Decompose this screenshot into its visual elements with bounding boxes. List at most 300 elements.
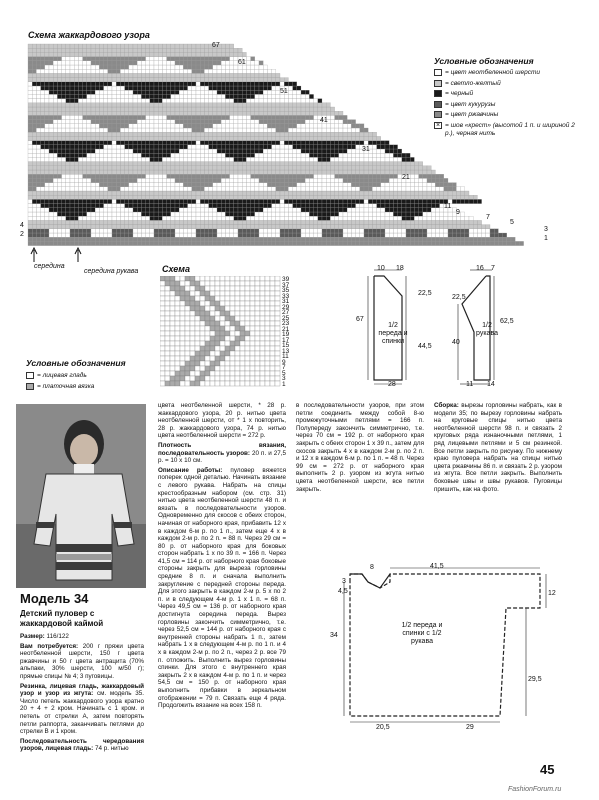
schema-cell [180, 316, 185, 321]
jacquard-cell [108, 111, 112, 115]
jacquard-cell [402, 204, 406, 208]
jacquard-cell [53, 73, 57, 77]
jacquard-cell [213, 120, 217, 124]
jacquard-cell [259, 191, 263, 195]
jacquard-cell [137, 115, 141, 119]
jacquard-cell [368, 237, 372, 241]
jacquard-cell [120, 86, 124, 90]
jacquard-cell [129, 166, 133, 170]
jacquard-cell [272, 103, 276, 107]
jacquard-cell [246, 86, 250, 90]
jacquard-cell [356, 157, 360, 161]
jacquard-cell [62, 94, 66, 98]
jacquard-cell [45, 65, 49, 69]
jacquard-cell [41, 90, 45, 94]
jacquard-cell [356, 208, 360, 212]
jacquard-cell [167, 178, 171, 182]
jacquard-cell [104, 195, 108, 199]
jacquard-cell [188, 229, 192, 233]
jacquard-cell [393, 241, 397, 245]
jacquard-cell [255, 208, 259, 212]
jacquard-cell [62, 166, 66, 170]
jacquard-cell [221, 82, 225, 86]
jacquard-cell [389, 237, 393, 241]
jacquard-cell [339, 212, 343, 216]
jacquard-cell [322, 145, 326, 149]
jacquard-cell [112, 124, 116, 128]
jacquard-cell [137, 57, 141, 61]
jacquard-cell [162, 115, 166, 119]
jacquard-cell [162, 233, 166, 237]
jacquard-cell [435, 199, 439, 203]
jacquard-cell [45, 94, 49, 98]
jacquard-cell [91, 103, 95, 107]
jacquard-cell [66, 162, 70, 166]
jacquard-cell [129, 82, 133, 86]
jacquard-cell [154, 241, 158, 245]
jacquard-cell [41, 107, 45, 111]
jacquard-cell [364, 174, 368, 178]
schema-row-number: 17 [282, 336, 290, 344]
jacquard-cell [204, 157, 208, 161]
jacquard-cell [263, 132, 267, 136]
jacquard-cell [288, 191, 292, 195]
jacquard-cell [45, 132, 49, 136]
jacquard-cell [192, 73, 196, 77]
jacquard-cell [171, 44, 175, 48]
jacquard-cell [238, 82, 242, 86]
jacquard-cell [280, 78, 284, 82]
jacquard-cell [398, 157, 402, 161]
jacquard-cell [150, 65, 154, 69]
jacquard-cell [32, 237, 36, 241]
jacquard-cell [217, 220, 221, 224]
jacquard-cell [45, 174, 49, 178]
jacquard-cell [53, 183, 57, 187]
legend-item-stockinette: = лицевая гладь [26, 372, 156, 380]
jacquard-cell [36, 132, 40, 136]
jacquard-cell [251, 69, 255, 73]
jacquard-cell [108, 107, 112, 111]
jacquard-cell [255, 111, 259, 115]
jacquard-cell [87, 94, 91, 98]
jacquard-cell [368, 225, 372, 229]
jacquard-cell [95, 237, 99, 241]
jacquard-cell [318, 187, 322, 191]
jacquard-cell [293, 132, 297, 136]
jacquard-cell [276, 136, 280, 140]
jacquard-cell [99, 107, 103, 111]
schema-cell [255, 366, 260, 371]
schema-cell [275, 341, 280, 346]
jacquard-cell [70, 52, 74, 56]
jacquard-cell [120, 128, 124, 132]
jacquard-cell [381, 187, 385, 191]
jacquard-cell [385, 187, 389, 191]
jacquard-cell [330, 157, 334, 161]
jacquard-cell [125, 229, 129, 233]
jacquard-cell [204, 195, 208, 199]
jacquard-cell [183, 94, 187, 98]
jacquard-cell [74, 90, 78, 94]
jacquard-cell [41, 170, 45, 174]
jacquard-cell [41, 120, 45, 124]
jacquard-cell [167, 69, 171, 73]
jacquard-cell [314, 183, 318, 187]
front-dim-top-left: 10 [377, 265, 385, 272]
jacquard-cell [225, 132, 229, 136]
jacquard-cell [91, 220, 95, 224]
jacquard-cell [95, 111, 99, 115]
jacquard-cell [230, 170, 234, 174]
jacquard-cell [503, 233, 507, 237]
jacquard-cell [255, 229, 259, 233]
jacquard-cell [133, 69, 137, 73]
jacquard-cell [49, 145, 53, 149]
jacquard-cell [141, 94, 145, 98]
jacquard-cell [95, 170, 99, 174]
jacquard-cell [188, 199, 192, 203]
jacquard-cell [414, 212, 418, 216]
jacquard-cell [150, 82, 154, 86]
jacquard-cell [171, 212, 175, 216]
jacquard-cell [372, 208, 376, 212]
jacquard-cell [125, 208, 129, 212]
schema-cell [265, 281, 270, 286]
jacquard-cell [272, 204, 276, 208]
jacquard-cell [456, 241, 460, 245]
jacquard-cell [188, 191, 192, 195]
jacquard-cell [162, 174, 166, 178]
jacquard-cell [410, 241, 414, 245]
jacquard-cell [406, 229, 410, 233]
jacquard-cell [91, 191, 95, 195]
jacquard-cell [272, 195, 276, 199]
jacquard-cell [322, 103, 326, 107]
jacquard-cell [133, 44, 137, 48]
schema-cell [215, 306, 220, 311]
jacquard-cell [146, 48, 150, 52]
jacquard-cell [301, 132, 305, 136]
jacquard-cell [137, 103, 141, 107]
jacquard-cell [469, 216, 473, 220]
jacquard-cell [209, 94, 213, 98]
jacquard-cell [314, 153, 318, 157]
schema-cell [230, 326, 235, 331]
jacquard-cell [141, 57, 145, 61]
jacquard-cell [95, 233, 99, 237]
schema-cell [260, 291, 265, 296]
jacquard-cell [200, 170, 204, 174]
jacquard-cell [188, 61, 192, 65]
jacquard-cell [49, 115, 53, 119]
schema-cell [160, 366, 165, 371]
jacquard-cell [66, 48, 70, 52]
sleeve-dim-top-left: 16 [476, 265, 484, 272]
jacquard-cell [272, 115, 276, 119]
jacquard-cell [200, 237, 204, 241]
jacquard-cell [146, 69, 150, 73]
jacquard-cell [372, 237, 376, 241]
jacquard-cell [83, 69, 87, 73]
jacquard-cell [66, 124, 70, 128]
jacquard-cell [53, 48, 57, 52]
jacquard-cell [309, 128, 313, 132]
jacquard-cell [423, 178, 427, 182]
jacquard-cell [423, 174, 427, 178]
jacquard-cell [112, 208, 116, 212]
jacquard-cell [503, 241, 507, 245]
jacquard-cell [381, 174, 385, 178]
jacquard-cell [78, 73, 82, 77]
jacquard-cell [57, 162, 61, 166]
schema-cell [210, 291, 215, 296]
schema-cell [240, 281, 245, 286]
jacquard-cell [87, 153, 91, 157]
jacquard-cell [116, 107, 120, 111]
jacquard-cell [36, 141, 40, 145]
jacquard-cell [196, 99, 200, 103]
jacquard-cell [297, 90, 301, 94]
jacquard-cell [171, 229, 175, 233]
jacquard-cell [53, 229, 57, 233]
jacquard-cell [87, 183, 91, 187]
schema-cell [185, 366, 190, 371]
jacquard-cell [36, 233, 40, 237]
jacquard-cell [158, 187, 162, 191]
jacquard-cell [87, 195, 91, 199]
schema-cell [190, 381, 195, 386]
jacquard-cell [32, 73, 36, 77]
jacquard-cell [28, 178, 32, 182]
jacquard-cell [255, 199, 259, 203]
schema-cell [255, 381, 260, 386]
jacquard-cell [183, 183, 187, 187]
jacquard-cell [377, 187, 381, 191]
schema-cell [190, 276, 195, 281]
jacquard-cell [377, 145, 381, 149]
jacquard-cell [322, 170, 326, 174]
jacquard-cell [494, 233, 498, 237]
jacquard-cell [146, 52, 150, 56]
jacquard-cell [230, 103, 234, 107]
schema-cell [170, 286, 175, 291]
jacquard-cell [49, 216, 53, 220]
jacquard-cell [162, 220, 166, 224]
jacquard-cell [99, 187, 103, 191]
jacquard-cell [196, 103, 200, 107]
jacquard-cell [280, 94, 284, 98]
jacquard-cell [32, 229, 36, 233]
jacquard-cell [158, 136, 162, 140]
jacquard-cell [150, 90, 154, 94]
jacquard-cell [62, 103, 66, 107]
jacquard-cell [99, 199, 103, 203]
jacquard-cell [120, 99, 124, 103]
jacquard-cell [133, 208, 137, 212]
jacquard-cell [150, 145, 154, 149]
jacquard-cell [377, 212, 381, 216]
jacquard-cell [452, 216, 456, 220]
jacquard-cell [259, 149, 263, 153]
jacquard-cell [41, 229, 45, 233]
jacquard-cell [364, 220, 368, 224]
jacquard-cell [116, 229, 120, 233]
jacquard-cell [297, 204, 301, 208]
jacquard-cell [356, 174, 360, 178]
jacquard-cell [66, 120, 70, 124]
jacquard-cell [150, 183, 154, 187]
jacquard-cell [339, 199, 343, 203]
jacquard-cell [137, 178, 141, 182]
jacquard-cell [288, 107, 292, 111]
jacquard-cell [41, 132, 45, 136]
jacquard-cell [150, 178, 154, 182]
jacquard-cell [53, 170, 57, 174]
jacquard-cell [45, 166, 49, 170]
jacquard-cell [456, 225, 460, 229]
jacquard-cell [78, 187, 82, 191]
jacquard-cell [217, 225, 221, 229]
jacquard-cell [154, 212, 158, 216]
jacquard-cell [108, 90, 112, 94]
jacquard-cell [53, 99, 57, 103]
schema-cell [210, 351, 215, 356]
jacquard-cell [204, 82, 208, 86]
jacquard-cell [280, 241, 284, 245]
jacquard-cell [183, 157, 187, 161]
jacquard-cell [175, 99, 179, 103]
jacquard-cell [255, 128, 259, 132]
schema-cell [180, 306, 185, 311]
jacquard-cell [246, 103, 250, 107]
jacquard-cell [171, 166, 175, 170]
jacquard-cell [70, 124, 74, 128]
jacquard-cell [116, 225, 120, 229]
jacquard-cell [410, 195, 414, 199]
jacquard-cell [272, 183, 276, 187]
jacquard-cell [330, 233, 334, 237]
schema-cell [275, 381, 280, 386]
jacquard-cell [377, 216, 381, 220]
schema-cell [250, 361, 255, 366]
jacquard-cell [53, 61, 57, 65]
jacquard-cell [146, 183, 150, 187]
jacquard-cell [255, 86, 259, 90]
jacquard-cell [419, 166, 423, 170]
jacquard-cell [372, 195, 376, 199]
jacquard-cell [351, 153, 355, 157]
jacquard-cell [427, 229, 431, 233]
schema-cell [200, 286, 205, 291]
jacquard-cell [162, 191, 166, 195]
jacquard-cell [175, 162, 179, 166]
jacquard-cell [116, 208, 120, 212]
jacquard-cell [213, 65, 217, 69]
jacquard-cell [309, 174, 313, 178]
jacquard-cell [129, 199, 133, 203]
jacquard-cell [267, 145, 271, 149]
jacquard-cell [167, 44, 171, 48]
jacquard-cell [70, 229, 74, 233]
schema-cell [215, 376, 220, 381]
jacquard-cell [414, 220, 418, 224]
jacquard-cell [83, 237, 87, 241]
jacquard-cell [78, 61, 82, 65]
jacquard-cell [104, 216, 108, 220]
jacquard-cell [393, 212, 397, 216]
schema-cell [180, 321, 185, 326]
jacquard-cell [87, 78, 91, 82]
jacquard-cell [204, 183, 208, 187]
jacquard-cell [389, 216, 393, 220]
jacquard-cell [410, 237, 414, 241]
jacquard-cell [263, 204, 267, 208]
jacquard-cell [104, 212, 108, 216]
jacquard-cell [267, 241, 271, 245]
jacquard-cell [456, 216, 460, 220]
jacquard-cell [330, 132, 334, 136]
jacquard-cell [158, 141, 162, 145]
jacquard-cell [116, 216, 120, 220]
jacquard-cell [91, 73, 95, 77]
jacquard-cell [36, 48, 40, 52]
jacquard-cell [309, 136, 313, 140]
schema-cell [265, 276, 270, 281]
jacquard-cell [343, 216, 347, 220]
jacquard-cell [91, 187, 95, 191]
jacquard-cell [419, 216, 423, 220]
jacquard-cell [137, 132, 141, 136]
row-label-9: 9 [456, 209, 460, 216]
schema-cell [175, 316, 180, 321]
schema-cell [160, 306, 165, 311]
jacquard-cell [234, 191, 238, 195]
jacquard-cell [28, 136, 32, 140]
schema-cell [190, 321, 195, 326]
jacquard-cell [83, 149, 87, 153]
jacquard-cell [246, 65, 250, 69]
schema-cell [160, 331, 165, 336]
jacquard-cell [87, 65, 91, 69]
jacquard-cell [402, 220, 406, 224]
jacquard-cell [70, 44, 74, 48]
jacquard-cell [188, 48, 192, 52]
jacquard-cell [221, 48, 225, 52]
jacquard-cell [389, 174, 393, 178]
jacquard-cell [406, 220, 410, 224]
jacquard-cell [272, 136, 276, 140]
jacquard-cell [49, 187, 53, 191]
jacquard-cell [230, 233, 234, 237]
jacquard-cell [347, 170, 351, 174]
jacquard-cell [293, 90, 297, 94]
jacquard-cell [217, 103, 221, 107]
jacquard-cell [389, 220, 393, 224]
jacquard-cell [45, 141, 49, 145]
jacquard-cell [188, 225, 192, 229]
jacquard-cell [146, 233, 150, 237]
schema-cell [210, 346, 215, 351]
jacquard-cell [91, 115, 95, 119]
jacquard-cell [104, 69, 108, 73]
schema-cell [195, 351, 200, 356]
jacquard-cell [477, 220, 481, 224]
jacquard-cell [213, 82, 217, 86]
jacquard-cell [230, 225, 234, 229]
jacquard-cell [196, 237, 200, 241]
jacquard-cell [83, 191, 87, 195]
